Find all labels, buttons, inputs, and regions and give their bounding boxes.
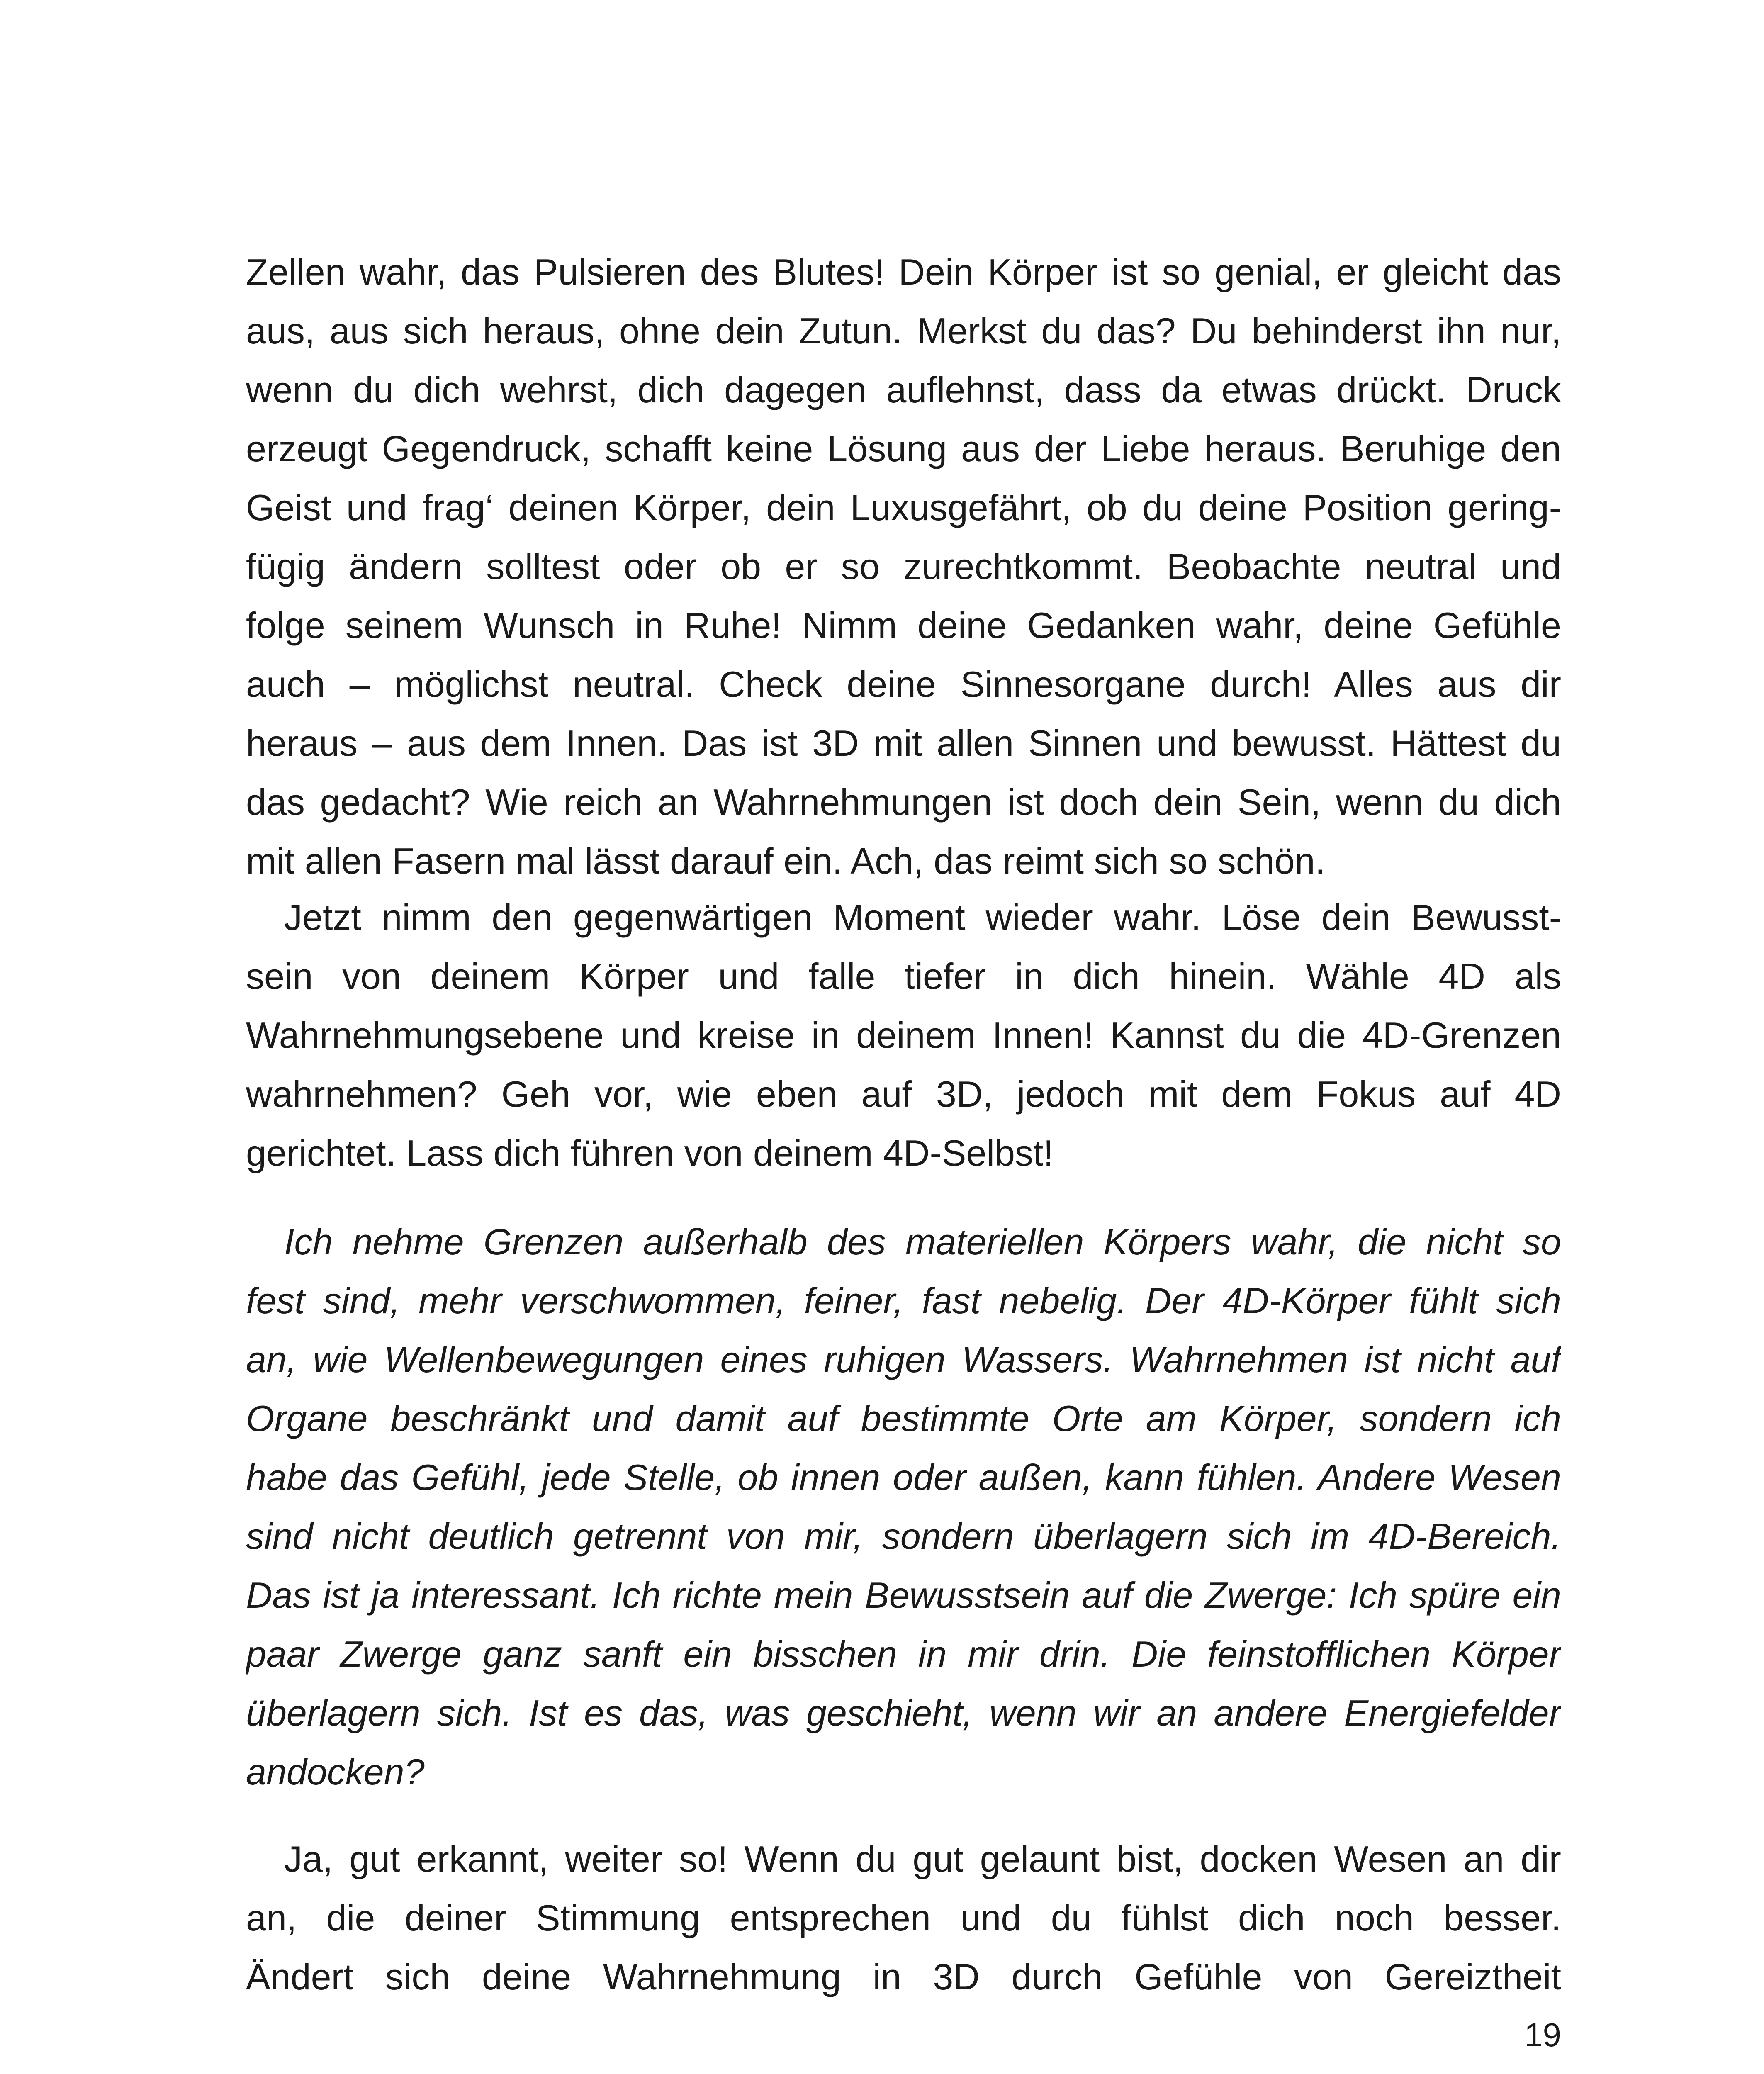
text-line: andocken? <box>246 1751 425 1792</box>
text-line: Jetzt nimm den gegenwärtigen Moment wieder wahr. Löse dein Bewusst- <box>284 897 1561 938</box>
text-line: Wahrnehmungsebene und kreise in deinem Innen! Kannst du die 4D-Grenzen <box>246 1015 1561 1056</box>
text-line: paar Zwerge ganz sanft ein bisschen in mir drin. Die feinstofflichen Körper <box>246 1633 1561 1675</box>
paragraph-1 <box>246 243 1561 891</box>
paragraph-4 <box>246 1830 1561 2006</box>
text-line: fest sind, mehr verschwommen, feiner, fast nebelig. Der 4D-Körper fühlt sich <box>246 1280 1561 1321</box>
paragraph-3-italic <box>246 1212 1561 1801</box>
text-line: wahrnehmen? Geh vor, wie eben auf 3D, jedoch mit dem Fokus auf 4D <box>246 1074 1561 1115</box>
text-line: aus, aus sich heraus, ohne dein Zutun. Merkst du das? Du behinderst ihn nur, <box>246 310 1561 351</box>
text-line: erzeugt Gegendruck, schafft keine Lösung aus der Liebe heraus. Beruhige den <box>246 428 1561 469</box>
text-line: Zellen wahr, das Pulsieren des Blutes! Dein Körper ist so genial, er gleicht das <box>246 251 1561 292</box>
text-line: heraus – aus dem Innen. Das ist 3D mit allen Sinnen und bewusst. Hättest du <box>246 723 1561 764</box>
text-line: Das ist ja interessant. Ich richte mein Bewusstsein auf die Zwerge: Ich spüre ein <box>246 1575 1561 1616</box>
text-line: Organe beschränkt und damit auf bestimmte Orte am Körper, sondern ich <box>246 1398 1561 1439</box>
text-line: sind nicht deutlich getrennt von mir, sondern überlagern sich im 4D-Bereich. <box>246 1516 1561 1557</box>
text-line: überlagern sich. Ist es das, was geschieht, wenn wir an andere Energiefelder <box>246 1692 1561 1733</box>
text-line: fügig ändern solltest oder ob er so zurechtkommt. Beobachte neutral und <box>246 546 1561 587</box>
text-line: das gedacht? Wie reich an Wahrnehmungen ist doch dein Sein, wenn du dich <box>246 781 1561 823</box>
page-number: 19 <box>1524 2016 1561 2053</box>
text-line: Ich nehme Grenzen außerhalb des materiellen Körpers wahr, die nicht so <box>284 1221 1561 1262</box>
text-line: gerichtet. Lass dich führen von deinem 4D-Selbst! <box>246 1132 1054 1173</box>
text-line: an, die deiner Stimmung entsprechen und du fühlst dich noch besser. <box>246 1897 1561 1938</box>
text-line: Ja, gut erkannt, weiter so! Wenn du gut gelaunt bist, docken Wesen an dir <box>284 1838 1561 1879</box>
text-line: wenn du dich wehrst, dich dagegen auflehnst, dass da etwas drückt. Druck <box>246 369 1561 410</box>
text-line: folge seinem Wunsch in Ruhe! Nimm deine Gedanken wahr, deine Gefühle <box>246 605 1561 646</box>
paragraph-2 <box>246 888 1561 1183</box>
text-line: auch – möglichst neutral. Check deine Sinnesorgane durch! Alles aus dir <box>246 664 1561 705</box>
text-line: an, wie Wellenbewegungen eines ruhigen Wassers. Wahrnehmen ist nicht auf <box>246 1339 1561 1380</box>
text-line: Ändert sich deine Wahrnehmung in 3D durch Gefühle von Gereiztheit <box>246 1956 1561 1997</box>
text-line: mit allen Fasern mal lässt darauf ein. Ach, das reimt sich so schön. <box>246 840 1326 881</box>
text-line: Geist und frag‘ deinen Körper, dein Luxusgefährt, ob du deine Position gering- <box>246 487 1561 528</box>
text-line: sein von deinem Körper und falle tiefer in dich hinein. Wähle 4D als <box>246 956 1561 997</box>
text-line: habe das Gefühl, jede Stelle, ob innen oder außen, kann fühlen. Andere Wesen <box>246 1457 1561 1498</box>
